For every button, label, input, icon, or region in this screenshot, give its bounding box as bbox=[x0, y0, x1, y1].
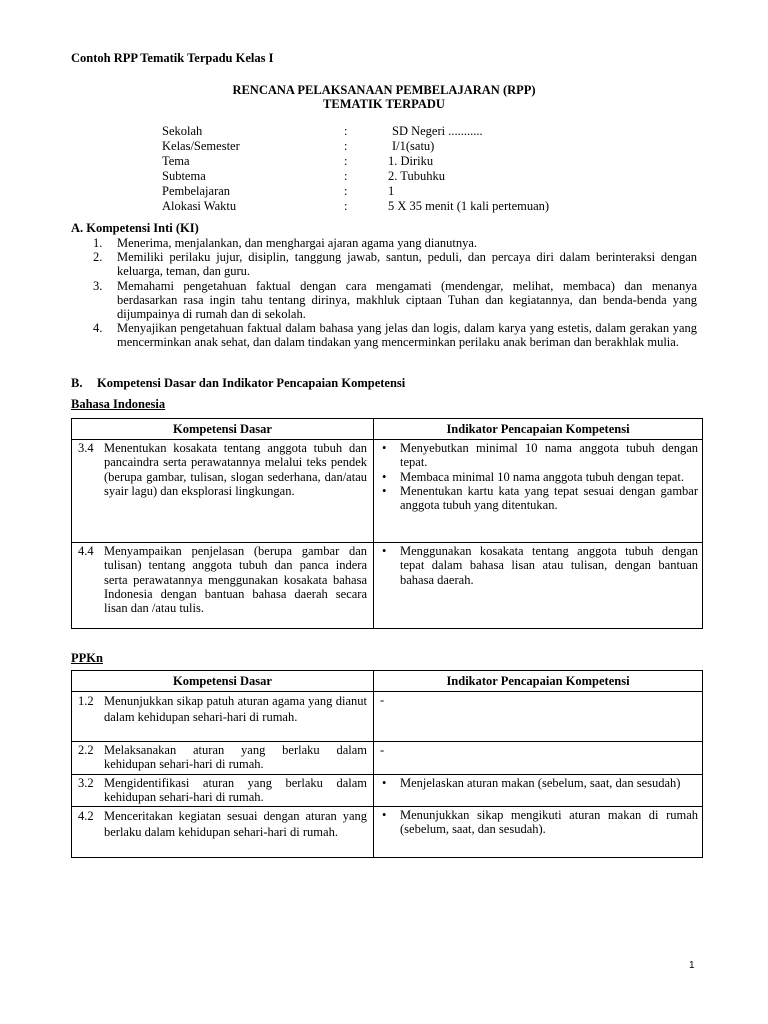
indicator-text: Menjelaskan aturan makan (sebelum, saat, dan sesudah) bbox=[400, 775, 681, 790]
indicator-column-header: Indikator Pencapaian Kompetensi bbox=[374, 671, 703, 692]
identity-value: I/1(satu) bbox=[392, 139, 435, 153]
table-header-row bbox=[72, 671, 703, 692]
kd-text: Menentukan kosakata tentang anggota tubuh dan pancaindra serta perawatannya melalui teks pendek (berupa gambar, tulisan, slogan sederhana, dan/atau syair lagu) dan eksplorasi lingkungan. bbox=[104, 441, 367, 498]
ki-list bbox=[93, 236, 697, 350]
bahasa-kd-table bbox=[71, 418, 703, 629]
indicator-cell bbox=[374, 692, 703, 742]
indicator-item bbox=[380, 470, 698, 484]
ki-item bbox=[93, 236, 697, 250]
bullet-icon: • bbox=[382, 483, 387, 498]
identity-colon: : bbox=[344, 184, 348, 198]
ki-item bbox=[93, 279, 697, 322]
identity-colon: : bbox=[344, 199, 348, 213]
bullet-icon: • bbox=[382, 441, 387, 455]
kd-text: Menunjukkan sikap patuh aturan agama yang dianut dalam kehidupan sehari-hari di rumah. bbox=[104, 694, 367, 724]
table-header-row bbox=[72, 419, 703, 440]
sub-title: TEMATIK TERPADU bbox=[323, 97, 445, 111]
page-number: 1 bbox=[689, 960, 695, 971]
indicator-list bbox=[380, 544, 698, 587]
identity-colon: : bbox=[344, 124, 348, 138]
indicator-text: Menyebutkan minimal 10 nama anggota tubuh dengan tepat. bbox=[400, 441, 698, 470]
document-heading: Contoh RPP Tematik Terpadu Kelas I bbox=[71, 51, 274, 65]
kd-text: Menceritakan kegiatan sesuai dengan aturan yang berlaku dalam kehidupan sehari-hari di rumah. bbox=[104, 809, 367, 840]
identity-value: SD Negeri ........... bbox=[392, 124, 483, 138]
indicator-item bbox=[380, 776, 698, 790]
indicator-item bbox=[380, 441, 698, 470]
indicator-cell bbox=[374, 774, 703, 807]
kd-number: 4.2 bbox=[78, 809, 94, 824]
identity-value: 5 X 35 menit (1 kali pertemuan) bbox=[388, 199, 550, 213]
kd-number: 2.2 bbox=[78, 743, 94, 757]
table-row bbox=[72, 807, 703, 858]
identity-colon: : bbox=[344, 169, 348, 183]
identity-table bbox=[162, 124, 549, 214]
kd-column-header: Kompetensi Dasar bbox=[72, 419, 374, 440]
identity-label: Alokasi Waktu bbox=[162, 199, 237, 213]
kd-number: 3.4 bbox=[78, 441, 94, 455]
indicator-cell bbox=[374, 742, 703, 775]
indicator-cell bbox=[374, 440, 703, 543]
table-row bbox=[72, 742, 703, 775]
identity-row bbox=[162, 124, 549, 139]
identity-row bbox=[162, 139, 549, 154]
identity-row bbox=[162, 154, 549, 169]
identity-value: 2. Tubuhku bbox=[388, 169, 445, 183]
identity-label: Tema bbox=[162, 154, 190, 168]
bullet-icon: • bbox=[382, 775, 387, 790]
kd-number: 4.4 bbox=[78, 544, 94, 558]
indicator-cell bbox=[374, 807, 703, 858]
kd-cell bbox=[72, 440, 374, 543]
indicator-column-header: Indikator Pencapaian Kompetensi bbox=[374, 419, 703, 440]
kd-cell bbox=[72, 742, 374, 775]
identity-label: Pembelajaran bbox=[162, 184, 231, 198]
kd-cell bbox=[72, 692, 374, 742]
kd-number: 1.2 bbox=[78, 694, 94, 708]
ki-number: 4. bbox=[93, 321, 103, 336]
indicator-item bbox=[380, 808, 698, 837]
kd-cell bbox=[72, 774, 374, 807]
ki-text: Memahami pengetahuan faktual dengan cara mengamati (mendengar, melihat, membaca) dan menanya berdasarkan rasa ingin tahu tentang dirinya, makhluk ciptaan Tuhan dan kegiatannya, dan benda-benda yang dijumpainya di rumah dan di sekolah. bbox=[117, 278, 697, 322]
kd-text: Mengidentifikasi aturan yang berlaku dalam kehidupan sehari-hari di rumah. bbox=[104, 775, 367, 804]
ki-item bbox=[93, 250, 697, 278]
identity-label: Kelas/Semester bbox=[162, 139, 240, 153]
indicator-text: Menggunakan kosakata tentang anggota tubuh dengan tepat dalam bahasa lisan atau tulisan, dengan bantuan bahasa daerah. bbox=[400, 544, 698, 587]
kd-text: Menyampaikan penjelasan (berupa gambar dan tulisan) tentang anggota tubuh dan panca indera serta perawatannya menggunakan kosakata bahasa Indonesia dengan bantuan bahasa daerah secara lisan dan /atau tulis. bbox=[104, 544, 367, 616]
identity-label: Subtema bbox=[162, 169, 206, 183]
kd-cell bbox=[72, 543, 374, 629]
indicator-list bbox=[380, 441, 698, 512]
indicator-text: Menentukan kartu kata yang tepat sesuai dengan gambar anggota tubuh yang ditentukan. bbox=[400, 483, 698, 513]
kd-column-header: Kompetensi Dasar bbox=[72, 671, 374, 692]
ki-number: 2. bbox=[93, 250, 103, 265]
ppkn-kd-table bbox=[71, 670, 703, 858]
ki-text: Menyajikan pengetahuan faktual dalam bahasa yang jelas dan logis, dalam karya yang estetis, dalam gerakan yang mencerminkan anak sehat, dan dalam tindakan yang mencerminkan perilaku anak beriman dan berakhlak mulia. bbox=[117, 321, 697, 350]
identity-value: 1 bbox=[388, 184, 395, 198]
indicator-item bbox=[380, 544, 698, 587]
table-row bbox=[72, 774, 703, 807]
ki-number: 1. bbox=[93, 236, 103, 250]
indicator-list bbox=[380, 808, 698, 837]
ki-text: Memiliki perilaku jujur, disiplin, tanggung jawab, santun, peduli, dan percaya diri dalam berinteraksi dengan keluarga, teman, dan guru. bbox=[117, 250, 697, 279]
subject-ppkn: PPKn bbox=[71, 651, 103, 665]
kd-number: 3.2 bbox=[78, 775, 94, 790]
subject-bahasa-indonesia: Bahasa Indonesia bbox=[71, 397, 166, 411]
identity-colon: : bbox=[344, 139, 348, 153]
indicator-list bbox=[380, 776, 698, 790]
empty-indicator-dash: - bbox=[380, 693, 385, 707]
table-row bbox=[72, 543, 703, 629]
section-b-letter: B. bbox=[71, 376, 83, 390]
table-row bbox=[72, 440, 703, 543]
indicator-text: Membaca minimal 10 nama anggota tubuh dengan tepat. bbox=[400, 469, 684, 484]
indicator-cell bbox=[374, 543, 703, 629]
bullet-icon: • bbox=[382, 544, 387, 558]
ki-number: 3. bbox=[93, 278, 103, 293]
bullet-icon: • bbox=[382, 808, 387, 823]
kd-text: Melaksanakan aturan yang berlaku dalam kehidupan sehari-hari di rumah. bbox=[104, 743, 367, 772]
indicator-item bbox=[380, 484, 698, 513]
identity-row bbox=[162, 199, 549, 214]
identity-row bbox=[162, 184, 549, 199]
empty-indicator-dash: - bbox=[380, 743, 385, 757]
kd-cell bbox=[72, 807, 374, 858]
identity-colon: : bbox=[344, 154, 348, 168]
identity-value: 1. Diriku bbox=[388, 154, 434, 168]
ki-text: Menerima, menjalankan, dan menghargai ajaran agama yang dianutnya. bbox=[117, 236, 478, 250]
indicator-text: Menunjukkan sikap mengikuti aturan makan di rumah (sebelum, saat, dan sesudah). bbox=[400, 808, 698, 837]
main-title: RENCANA PELAKSANAAN PEMBELAJARAN (RPP) bbox=[232, 83, 536, 97]
ki-item bbox=[93, 321, 697, 349]
identity-label: Sekolah bbox=[162, 124, 203, 138]
section-b-title: Kompetensi Dasar dan Indikator Pencapaian Kompetensi bbox=[97, 376, 406, 390]
table-row bbox=[72, 692, 703, 742]
section-a-title: A. Kompetensi Inti (KI) bbox=[71, 221, 199, 235]
bullet-icon: • bbox=[382, 469, 387, 484]
identity-row bbox=[162, 169, 549, 184]
